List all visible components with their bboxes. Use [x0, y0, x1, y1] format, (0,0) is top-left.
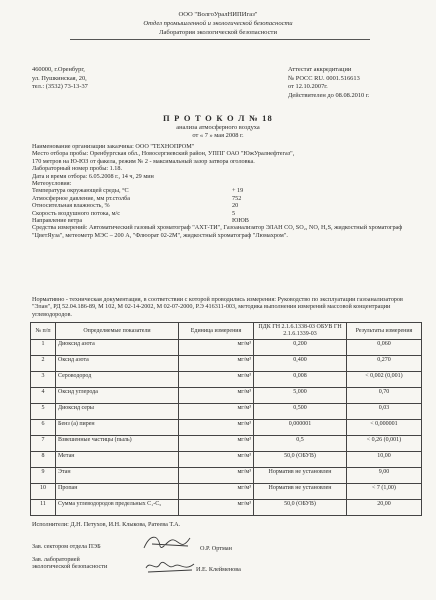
- row-indicator: Метан: [56, 452, 179, 468]
- meteo-row: [32, 187, 422, 194]
- row-number: 1: [31, 340, 56, 356]
- table-row: [31, 404, 422, 420]
- meteo-label: Скорость воздушного потока, м/с: [32, 209, 120, 217]
- row-number: 9: [31, 468, 56, 484]
- table-row: [31, 452, 422, 468]
- table-row: [31, 436, 422, 452]
- customer-line: Наименование организации заказчика: ООО "ТЕХНОПРОМ": [32, 143, 195, 150]
- row-limit: Норматив не установлен: [254, 484, 347, 500]
- row-indicator: Бенз (а) пирен: [56, 420, 179, 436]
- col-header: Единица измерения: [179, 323, 254, 340]
- row-result: 0,270: [347, 356, 422, 372]
- row-limit: 0,500: [254, 404, 347, 420]
- address-line: ул. Пушкинская, 20,: [32, 74, 87, 82]
- row-unit: мг/м³: [179, 436, 254, 452]
- row-unit: мг/м³: [179, 356, 254, 372]
- meteo-row: [32, 217, 422, 224]
- datetime-line: Дата и время отбора: 6.05.2008 г., 14 ч, 29 мин: [32, 172, 154, 180]
- row-indicator: Диоксид азота: [56, 340, 179, 356]
- row-number: 5: [31, 404, 56, 420]
- meteo-value: 20: [232, 202, 239, 210]
- accreditation-line: от 12.10.2007г.: [288, 83, 328, 91]
- row-limit: 50,0 (ОБУВ): [254, 452, 347, 468]
- row-number: 10: [31, 484, 56, 500]
- address-line: 460000, г.Оренбург,: [32, 66, 85, 73]
- meteo-value: 752: [232, 194, 242, 202]
- row-unit: мг/м³: [179, 340, 254, 356]
- table-row: [31, 484, 422, 500]
- col-header: Результаты измерения: [347, 323, 422, 340]
- meteo-label: Температура окружающей среды, °С: [32, 187, 129, 195]
- row-unit: мг/м³: [179, 468, 254, 484]
- table-row: [31, 420, 422, 436]
- meteo-row: [32, 210, 422, 217]
- sample-info: [32, 143, 422, 239]
- row-indicator: Диоксид серы: [56, 404, 179, 420]
- row-limit: 5,000: [254, 388, 347, 404]
- row-indicator: Взвешенные частицы (пыль): [56, 436, 179, 452]
- normative-docs: Нормативно - техническая документация, в соответствии с которой проводились измерения: Руководство по эксплуатации газоанализаторов "Элан", РД 52.04.186-89, М 102, М 02-14-2002, М 02-07-2000, Р.Э 416311-003, методика выполнения измерений массовой концентрации углеводородов.: [32, 296, 403, 318]
- row-limit: Норматив не установлен: [254, 468, 347, 484]
- table-row: [31, 340, 422, 356]
- row-unit: мг/м³: [179, 404, 254, 420]
- col-header: № п/п: [31, 323, 56, 340]
- meteo-value: + 19: [232, 187, 244, 195]
- row-unit: мг/м³: [179, 484, 254, 500]
- meteo-value: ЮЮВ: [232, 217, 249, 224]
- lab-number-line: Лабораторный номер пробы: 1.18.: [32, 165, 123, 173]
- row-unit: мг/м³: [179, 420, 254, 436]
- place-line: 170 метров на Ю-ЮЗ от факела, режим № 2 - максимальный зазор затвора оголовка.: [32, 157, 255, 165]
- lab-signature-line: Зав. лабораторией: [32, 556, 80, 563]
- col-header: Определяемые показатели: [56, 323, 179, 340]
- row-result: < 7 (1,00): [347, 484, 422, 500]
- row-number: 6: [31, 420, 56, 436]
- meteo-value: 5: [232, 209, 236, 217]
- row-result: < 0,002 (0,001): [347, 372, 422, 388]
- row-result: 10,00: [347, 452, 422, 468]
- org-name: ООО "ВолгоУралНИПИгаз": [178, 11, 258, 18]
- table-row: [31, 356, 422, 372]
- place-line: Место отбора пробы: Оренбургская обл., Новосергиевский район, УППГ ОАО "ЮжУралнефтегаз",: [32, 150, 295, 158]
- row-indicator: Сероводород: [56, 372, 179, 388]
- row-result: 0,03: [347, 404, 422, 420]
- table-row: [31, 468, 422, 484]
- row-number: 3: [31, 372, 56, 388]
- row-result: 0,060: [347, 340, 422, 356]
- row-indicator: Сумма углеводородов предельных C₁-C₅: [56, 500, 179, 516]
- row-number: 8: [31, 452, 56, 468]
- subtitle-line: анализа атмосферного воздуха: [176, 124, 260, 131]
- accreditation-line: № РОСС RU. 0001.516613: [288, 74, 360, 82]
- row-limit: 0,008: [254, 372, 347, 388]
- table-header-row: [31, 323, 422, 340]
- lab-name: Лаборатория экологической безопасности: [159, 29, 277, 36]
- row-result: 20,00: [347, 500, 422, 516]
- row-limit: 50,0 (ОБУВ): [254, 500, 347, 516]
- meteo-row: [32, 202, 422, 209]
- lab-signature-line: экологической безопасности: [32, 563, 108, 571]
- row-number: 11: [31, 500, 56, 516]
- row-indicator: Пропан: [56, 484, 179, 500]
- row-number: 7: [31, 436, 56, 452]
- header-divider: [70, 39, 370, 40]
- row-indicator: Оксид углерода: [56, 388, 179, 404]
- table-row: [31, 388, 422, 404]
- row-limit: 0,200: [254, 340, 347, 356]
- performers-line: Исполнители: Д.Н. Петухов, И.Н. Клыкова, Ратеева Т.А.: [32, 521, 181, 528]
- row-number: 2: [31, 356, 56, 372]
- meteo-label: Относительная влажность, %: [32, 202, 110, 210]
- handwritten-signature-1: [140, 532, 200, 554]
- results-table: [30, 322, 422, 516]
- protocol-title: П Р О Т О К О Л № 18: [163, 113, 273, 123]
- row-number: 4: [31, 388, 56, 404]
- dept-name: Отдел промышленной и экологической безопасности: [143, 20, 293, 27]
- meteo-row: [32, 195, 422, 202]
- row-unit: мг/м³: [179, 372, 254, 388]
- table-body: [31, 340, 422, 516]
- row-limit: 0,5: [254, 436, 347, 452]
- row-result: < 0,26 (0,001): [347, 436, 422, 452]
- row-result: 0,70: [347, 388, 422, 404]
- accreditation-line: Аттестат аккредитации: [288, 66, 352, 73]
- org-address: [32, 66, 88, 92]
- row-result: 9,00: [347, 468, 422, 484]
- row-unit: мг/м³: [179, 388, 254, 404]
- accreditation-line: Действителен до 08.08.2010 г.: [288, 91, 370, 99]
- row-unit: мг/м³: [179, 500, 254, 516]
- row-limit: 0,400: [254, 356, 347, 372]
- row-result: < 0,000001: [347, 420, 422, 436]
- address-line: тел.: (3532) 73-13-37: [32, 83, 88, 91]
- subtitle-date: от « 7 » мая 2008 г.: [192, 132, 244, 139]
- row-limit: 0,000001: [254, 420, 347, 436]
- col-header: ПДК ГН 2.1.6.1338-03 ОБУВ ГН 2.1.6.1339-03: [254, 323, 347, 340]
- lab-signature-label: [32, 556, 107, 571]
- instruments-text: Средства измерений: Автоматический газовый хроматограф "АХТ-ТИ", Газоанализатор ЭЛАН СО, SO₂, NO, H₂S, жидкостный хроматограф "ЦветЯуза", метеометр МЭС – 200 А, "Флюорат 02-2М", жидкостный хроматограф "Люмахром".: [32, 224, 403, 239]
- protocol-subtitle: [0, 124, 436, 140]
- table-row: [31, 500, 422, 516]
- meteo-label: Атмосферное давление, мм рт.столба: [32, 194, 131, 202]
- accreditation-block: [288, 66, 369, 100]
- meteo-heading: Метеоусловия:: [32, 180, 72, 188]
- handwritten-signature-2: [142, 556, 200, 576]
- meteo-label: Направление ветра: [32, 217, 83, 224]
- head-signature-name: О.Р. Ортман: [200, 545, 232, 552]
- row-indicator: Оксид азота: [56, 356, 179, 372]
- row-unit: мг/м³: [179, 452, 254, 468]
- head-signature-label: Зав. сектором отдела ПЭБ: [32, 543, 101, 550]
- table-row: [31, 372, 422, 388]
- lab-signature-name: И.Е. Клейменова: [196, 566, 241, 573]
- row-indicator: Этан: [56, 468, 179, 484]
